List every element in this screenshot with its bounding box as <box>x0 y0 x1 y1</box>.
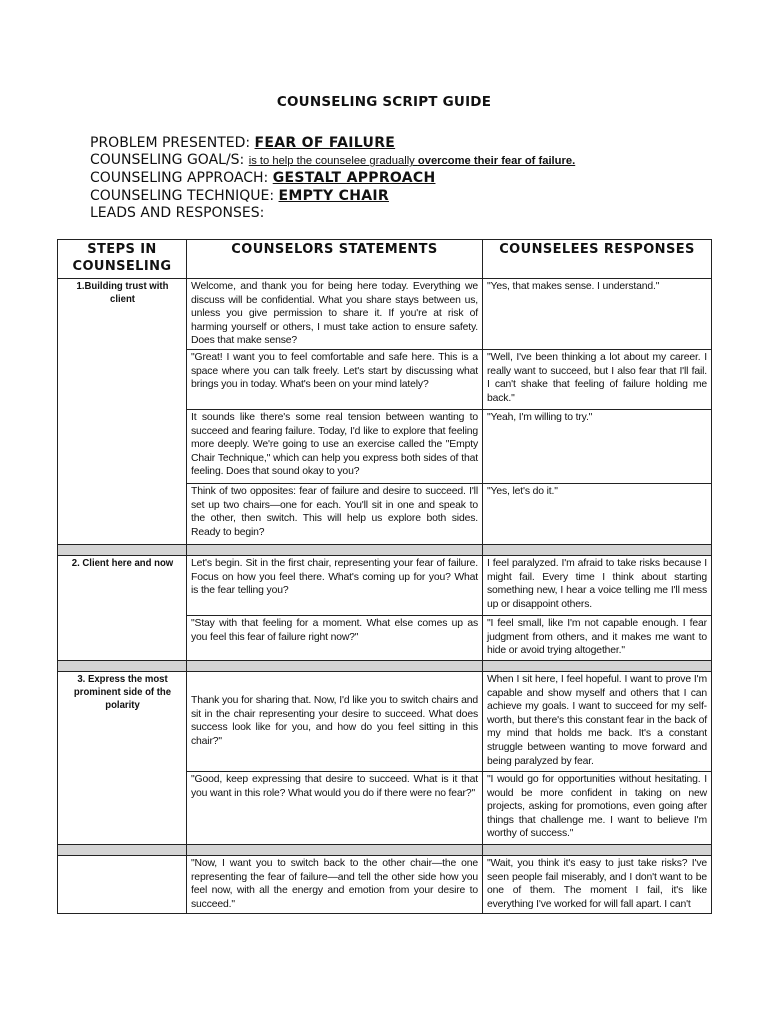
separator-cell <box>483 660 712 671</box>
separator-cell <box>58 660 187 671</box>
leads-label: LEADS AND RESPONSES: <box>90 204 265 221</box>
case-info <box>90 135 575 222</box>
table-row <box>58 671 712 771</box>
response-cell: "Well, I've been thinking a lot about my career. I really want to succeed, but I also fear that I'll fail. I can't shake that feeling of failure holding me back." <box>483 349 712 409</box>
approach-label: COUNSELING APPROACH: <box>90 170 273 187</box>
separator-cell <box>187 844 483 855</box>
header-statements: COUNSELORS STATEMENTS <box>187 240 483 279</box>
response-cell: "I feel small, like I'm not capable enough. I fear judgment from others, and it makes me want to hide or avoid trying altogether." <box>483 615 712 660</box>
technique-label: COUNSELING TECHNIQUE: <box>90 187 279 204</box>
step-3-label: 3. Express the most prominent side of the polarity <box>63 671 182 844</box>
separator-cell <box>483 844 712 855</box>
response-cell <box>483 855 712 913</box>
separator-cell <box>58 844 187 855</box>
response-text: "Wait, you think it's easy to just take risks? I've seen people fail miserably, and I don't want to be one of them. The moment I fail, it's like everything I've worked for will fall apart. I can't <box>487 857 707 910</box>
response-cell: "Yes, let's do it." <box>483 483 712 544</box>
table-header-row <box>58 240 712 279</box>
problem-label: PROBLEM PRESENTED: <box>90 135 255 151</box>
step-1-label: 1.Building trust with client <box>63 279 182 545</box>
step-2-label: 2. Client here and now <box>63 555 182 660</box>
separator-cell <box>187 660 483 671</box>
counseling-script-table <box>57 239 712 914</box>
response-cell: "Yeah, I'm willing to try." <box>483 409 712 483</box>
separator-row <box>58 844 712 855</box>
separator-cell <box>483 544 712 555</box>
statement-cell: "Stay with that feeling for a moment. What else comes up as you feel this fear of failure right now?" <box>187 615 483 660</box>
response-cell: I feel paralyzed. I'm afraid to take risks because I might fail. Every time I think about starting something new, I hear a voice telling me I'll mess up or disappoint others. <box>483 555 712 615</box>
separator-row <box>58 660 712 671</box>
step-4-label <box>63 855 182 913</box>
goal-value-b: overcome their fear of failure. <box>417 155 576 168</box>
problem-value: FEAR OF FAILURE <box>254 135 396 151</box>
approach-value: GESTALT APPROACH <box>272 170 436 187</box>
document-title: COUNSELING SCRIPT GUIDE <box>276 94 492 110</box>
header-steps: STEPS IN COUNSELING <box>58 240 187 279</box>
problem-line <box>90 135 575 152</box>
table-row <box>58 279 712 350</box>
statement-cell: "Now, I want you to switch back to the other chair—the one representing the fear of failure—and tell the other side how you feel now, with all the energy and emotion from your desire to succeed." <box>187 855 483 913</box>
response-cell: "I would go for opportunities without hesitating. I would be more confident in taking on new projects, asking for promotions, even going after things that challenge me. I want to believe I'm worthy of success." <box>483 771 712 844</box>
leads-line <box>90 205 575 222</box>
response-cell: When I sit here, I feel hopeful. I want to prove I'm capable and show myself and others that I can achieve my goals. I want to succeed for my self-worth, but there's this constant fear in the back of my mind that holds me back. It's a constant struggle between wanting to move forward and being paralyzed by fear. <box>483 671 712 771</box>
table-row <box>58 855 712 913</box>
statement-cell: Thank you for sharing that. Now, I'd like you to switch chairs and sit in the chair representing your desire to succeed. What does success look like for you, and how do you feel sitting in this chair?" <box>187 671 483 771</box>
statement-cell: "Great! I want you to feel comfortable and safe here. This is a space where you can talk freely. Let's start by discussing what brings you in today. What's been on your mind lately? <box>187 349 483 409</box>
approach-line <box>90 170 575 187</box>
separator-row <box>58 544 712 555</box>
goal-value-a: is to help the counselee gradually <box>248 155 418 168</box>
statement-cell: "Good, keep expressing that desire to succeed. What is it that you want in this role? What would you do if there were no fear?" <box>187 771 483 844</box>
statement-cell: Let's begin. Sit in the first chair, representing your fear of failure. Focus on how you feel there. What's coming up for you? What is the fear telling you? <box>187 555 483 615</box>
separator-cell <box>58 544 187 555</box>
statement-cell: Think of two opposites: fear of failure and desire to succeed. I'll set up two chairs—one for each. You'll sit in one and speak to the other, then switch. This will help us explore both sides. Ready to begin? <box>187 483 483 544</box>
table-row <box>58 555 712 615</box>
technique-value: EMPTY CHAIR <box>278 187 389 204</box>
separator-cell <box>187 544 483 555</box>
goal-line <box>90 152 575 170</box>
response-cell: "Yes, that makes sense. I understand." <box>483 279 712 350</box>
goal-label: COUNSELING GOAL/S: <box>90 152 249 169</box>
statement-cell: It sounds like there's some real tension between wanting to succeed and fearing failure. Today, I'd like to explore that feeling more deeply. We're going to use an exercise called the "Empty Chair Technique," which can help you express both sides of that feeling. Does that sound okay to you? <box>187 409 483 483</box>
technique-line <box>90 188 575 205</box>
statement-cell: Welcome, and thank you for being here today. Everything we discuss will be confidential. What you share stays between us, unless you give permission to share it. If you're at risk of harming yourself or others, I must take action to ensure safety. Does that make sense? <box>187 279 483 350</box>
header-responses: COUNSELEES RESPONSES <box>483 240 712 279</box>
